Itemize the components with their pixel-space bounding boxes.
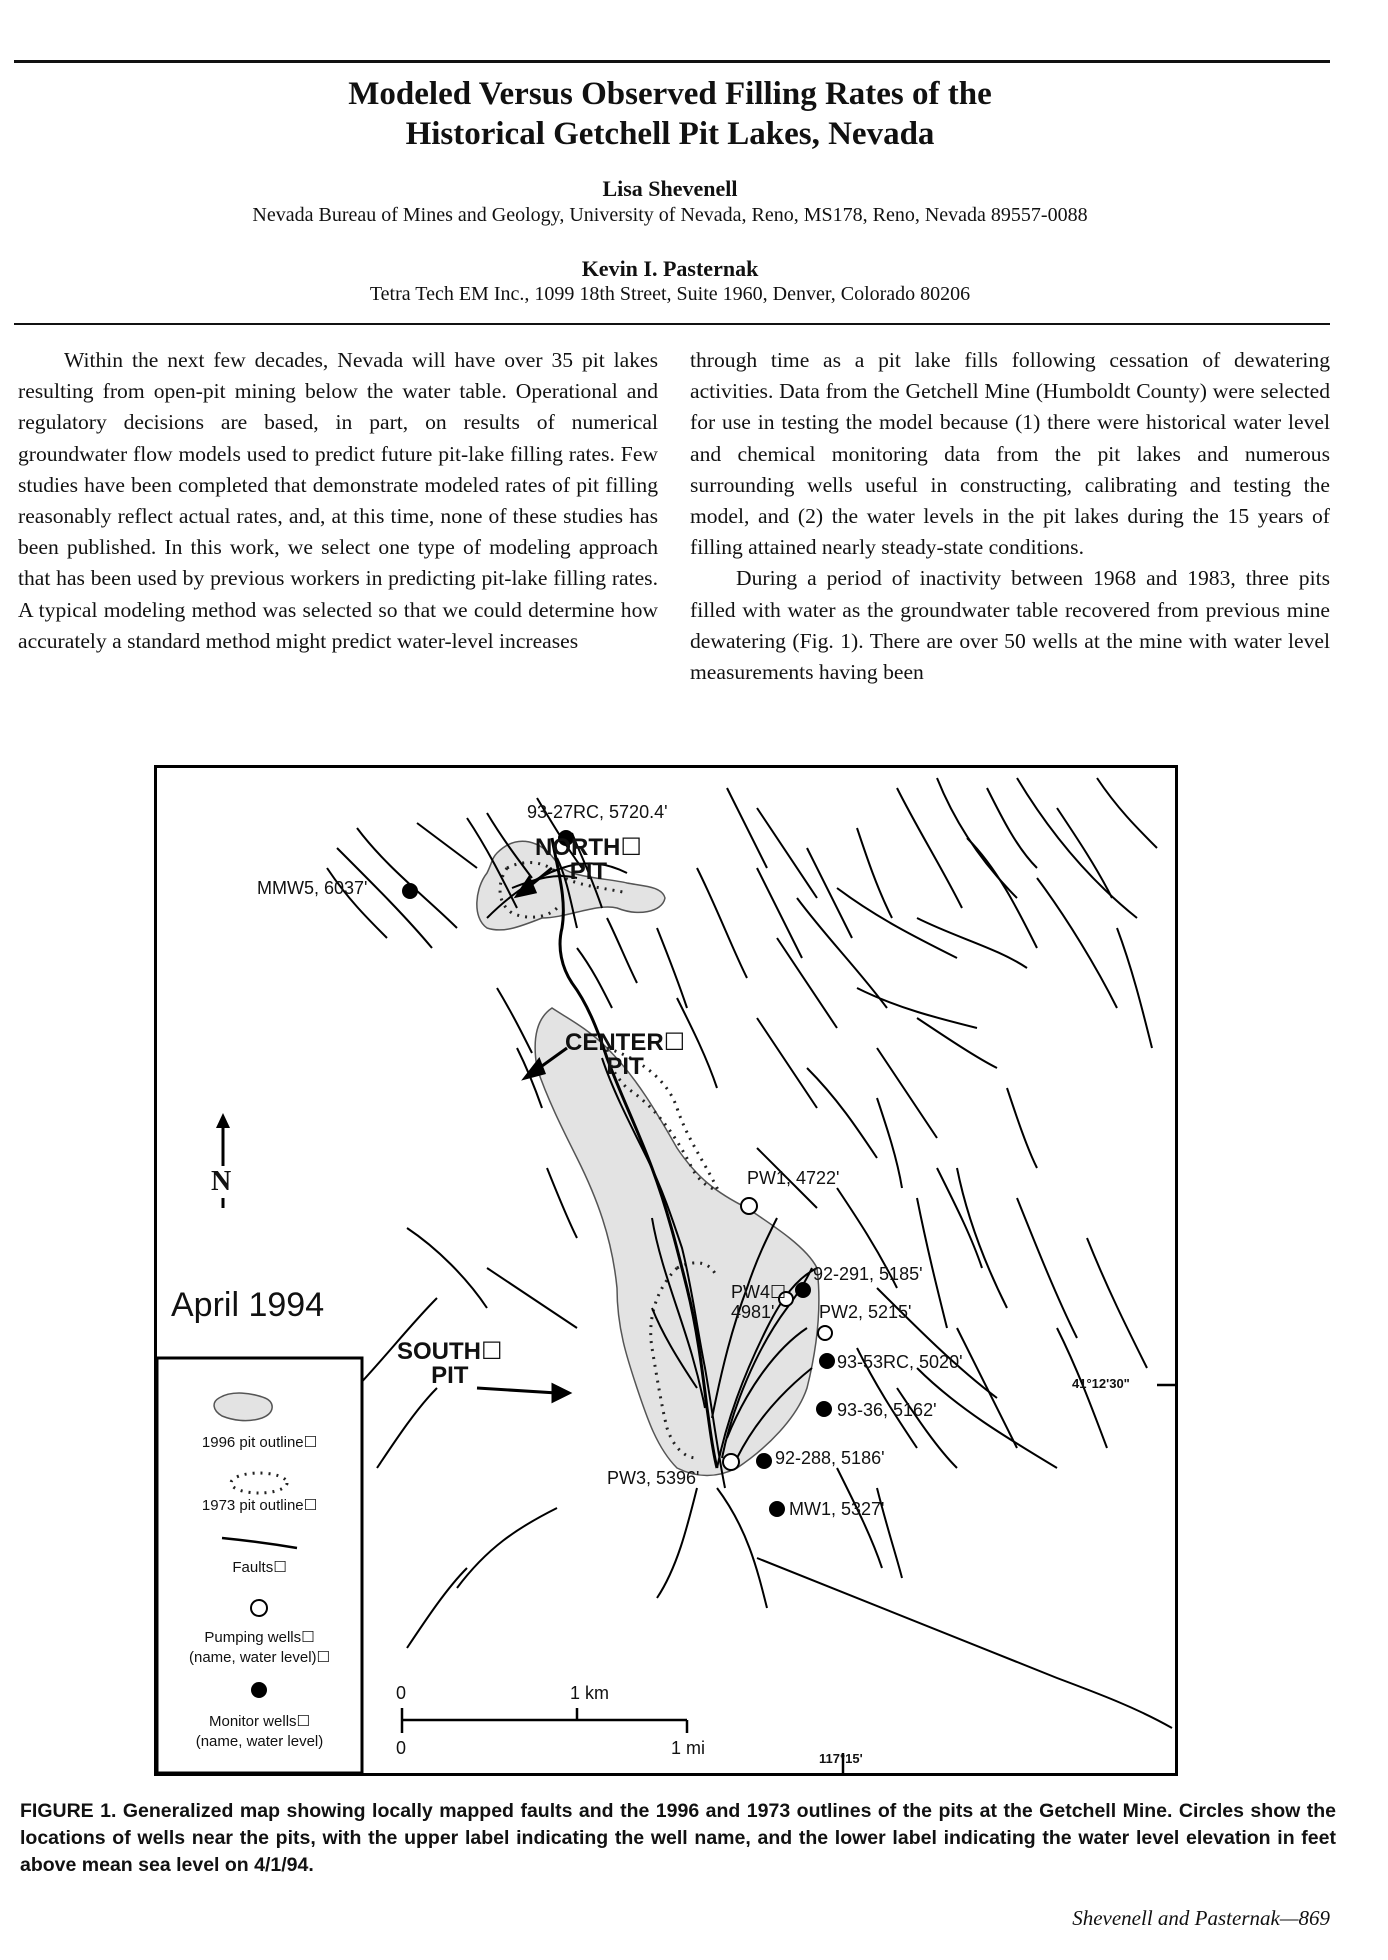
scale-bar: [402, 1385, 1175, 1773]
legend-pumping-label: Pumping wells☐ (name, water level)☐: [189, 1629, 330, 1666]
legend-pumping-icon: [251, 1600, 267, 1616]
title-line-1: Modeled Versus Observed Filling Rates of the: [348, 76, 992, 112]
affiliation-2: Tetra Tech EM Inc., 1099 18th Street, Suite 1960, Denver, Colorado 80206: [369, 283, 971, 305]
well-label-pw3: PW3, 5396': [607, 1468, 700, 1488]
author-1: Lisa Shevenell: [602, 176, 738, 201]
well-label-pw1: PW1, 4722': [747, 1168, 840, 1188]
north-pit-label: NORTH☐ PIT: [535, 834, 642, 885]
monitor-well-92-288: [756, 1453, 772, 1469]
legend-monitor-icon: [251, 1682, 267, 1698]
well-label-mmw5: MMW5, 6037': [257, 878, 368, 898]
well-label-92-288: 92-288, 5186': [775, 1448, 885, 1468]
header-rule: [14, 323, 1330, 325]
legend-monitor-label: Monitor wells☐ (name, water level): [195, 1713, 324, 1750]
pumping-well-pw3: [723, 1454, 739, 1470]
well-label-93-53rc: 93-53RC, 5020': [837, 1352, 963, 1372]
south-pit-label: SOUTH☐ PIT: [397, 1338, 503, 1389]
well-label-pw2: PW2, 5215': [819, 1302, 912, 1322]
page-footer: Shevenell and Pasternak—869: [1072, 1906, 1330, 1930]
longitude-label: 117°15': [819, 1751, 863, 1766]
map-canvas: [157, 768, 1175, 1773]
paper-title: [0, 74, 1340, 154]
well-label-93-27rc: 93-27RC, 5720.4': [527, 802, 668, 822]
figure-map: [154, 765, 1178, 1776]
pumping-well-pw1: [741, 1198, 757, 1214]
right-column: [690, 345, 1330, 688]
pumping-well-pw2: [818, 1326, 832, 1340]
scale-km-label: 1 km: [570, 1683, 610, 1703]
monitor-well-mw1: [769, 1501, 785, 1517]
north-label: N: [211, 1166, 232, 1197]
monitor-well-92-291: [795, 1282, 811, 1298]
map-date-label: April 1994: [171, 1286, 325, 1324]
left-column: [18, 345, 658, 657]
well-label-93-36: 93-36, 5162': [837, 1400, 937, 1420]
body-paragraph: Within the next few decades, Nevada will have over 35 pit lakes resulting from open-pit mining below the water table. Operational and regulatory decisions are based, in part, on results of numerical groundwater flow models used to predict future pit-lake filling rates. Few studies have been completed that demonstrate modeled rates of pit filling reasonably reflect actual rates, and, at this time, none of these studies has been published. In this work, we select one type of modeling approach that has been used by previous workers in predicting pit-lake filling rates. A typical modeling method was selected so that we could determine how accurately a standard method might predict water-level increases: [18, 348, 658, 653]
center-pit-label: CENTER☐ PIT: [565, 1029, 686, 1080]
author-2: Kevin I. Pasternak: [581, 256, 759, 281]
affiliation-1: Nevada Bureau of Mines and Geology, University of Nevada, Reno, MS178, Reno, Nevada 89557-0088: [252, 204, 1088, 226]
well-label-pw4: PW4☐ 4981': [731, 1282, 787, 1322]
monitor-well-mmw5: [402, 883, 418, 899]
latitude-label: 41°12'30": [1072, 1376, 1130, 1391]
body-paragraph: During a period of inactivity between 1968 and 1983, three pits filled with water as the groundwater table recovered from previous mine dewatering (Fig. 1). There are over 50 wells at the mine with water level measurements having been: [690, 566, 1330, 685]
top-rule: [14, 60, 1330, 63]
legend-faults-label: Faults☐: [232, 1559, 287, 1576]
scale-mi-label: 1 mi: [671, 1738, 706, 1758]
scale-mi-zero: 0: [396, 1738, 407, 1758]
legend-pit-swatch: [214, 1393, 272, 1421]
body-paragraph: through time as a pit lake fills following cessation of dewatering activities. Data from the Getchell Mine (Humboldt County) were selected for use in testing the model because (1) there were historical water level and chemical monitoring data from the pit lakes and numerous surrounding wells useful in constructing, calibrating and testing the model, and (2) the water levels in the pit lakes during the 15 years of filling attained nearly steady-state conditions.: [690, 348, 1330, 560]
legend-1973-label: 1973 pit outline☐: [201, 1497, 318, 1514]
well-label-mw1: MW1, 5327': [789, 1499, 885, 1519]
scale-km-zero: 0: [396, 1683, 407, 1703]
pit-arrows: [477, 868, 569, 1401]
legend-1996-label: 1996 pit outline☐: [201, 1434, 318, 1451]
well-label-92-291: 92-291, 5185': [813, 1264, 923, 1284]
monitor-well-93-36: [816, 1401, 832, 1417]
figure-caption: FIGURE 1. Generalized map showing locally mapped faults and the 1996 and 1973 outlines of the pits at the Getchell Mine. Circles show the locations of wells near the pits, with the upper label indicating the well name, and the lower label indicating the water level elevation in feet above mean sea level on 4/1/94.: [20, 1800, 1336, 1876]
title-line-2: Historical Getchell Pit Lakes, Nevada: [405, 116, 935, 152]
monitor-well-93-53rc: [819, 1353, 835, 1369]
